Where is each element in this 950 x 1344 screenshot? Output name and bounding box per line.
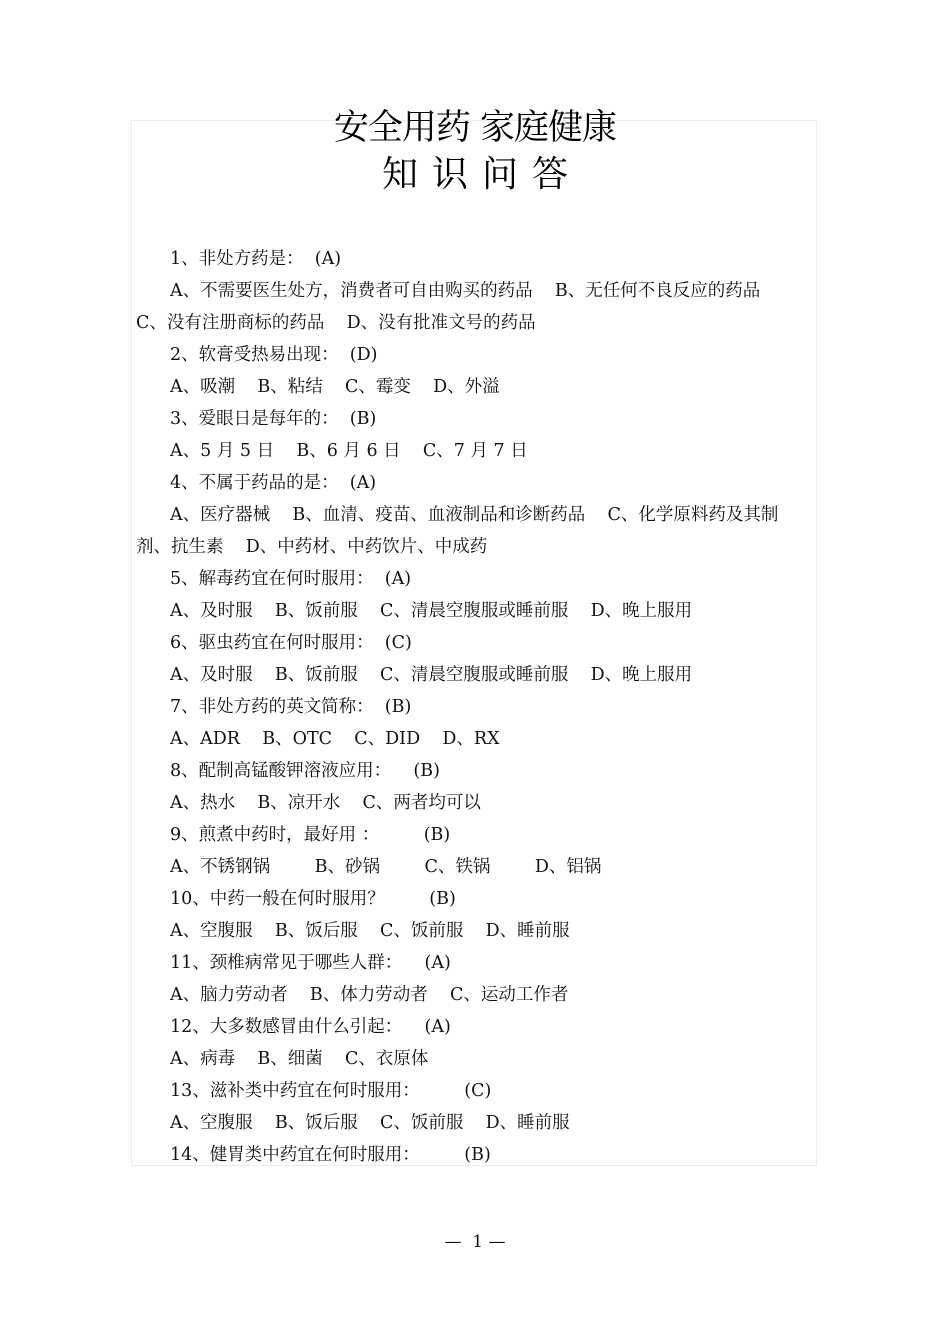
options-3: A、5 月 5 日 B、6 月 6 日 C、7 月 7 日 [170, 441, 528, 461]
document-subtitle: 知识问答 [381, 154, 582, 195]
options-13: A、空腹服 B、饭后服 C、饭前服 D、睡前服 [170, 1113, 570, 1133]
question-3: 3、爱眼日是每年的： (B) [170, 409, 377, 429]
options-9: A、不锈钢锅 B、砂锅 C、铁锅 D、铝锅 [170, 857, 602, 877]
options-7: A、ADR B、OTC C、DID D、RX [170, 729, 500, 749]
question-13: 13、滋补类中药宜在何时服用： (C) [170, 1081, 492, 1101]
question-10: 10、中药一般在何时服用？ (B) [170, 889, 456, 909]
options-11: A、脑力劳动者 B、体力劳动者 C、运动工作者 [170, 985, 569, 1005]
question-14: 14、健胃类中药宜在何时服用： (B) [170, 1145, 491, 1165]
options-2: A、吸潮 B、粘结 C、霉变 D、外溢 [170, 377, 500, 397]
options-8: A、热水 B、凉开水 C、两者均可以 [170, 793, 481, 813]
question-6: 6、驱虫药宜在何时服用： (C) [170, 633, 412, 653]
document-title: 安全用药 家庭健康 [333, 108, 617, 148]
question-1: 1、非处方药是： (A) [170, 249, 342, 269]
options-5: A、及时服 B、饭前服 C、清晨空腹服或睡前服 D、晚上服用 [170, 601, 693, 621]
quiz-content [136, 243, 816, 1171]
options-10: A、空腹服 B、饭后服 C、饭前服 D、睡前服 [170, 921, 570, 941]
page-number: — 1 — [444, 1232, 506, 1252]
question-12: 12、大多数感冒由什么引起： (A) [170, 1017, 451, 1037]
options-6: A、及时服 B、饭前服 C、清晨空腹服或睡前服 D、晚上服用 [170, 665, 693, 685]
question-9: 9、煎煮中药时，最好用 ： (B) [170, 825, 451, 845]
options-12: A、病毒 B、细菌 C、衣原体 [170, 1049, 429, 1069]
question-4: 4、不属于药品的是： (A) [170, 473, 377, 493]
options-4-line-1: A、医疗器械 B、血清、疫苗、血液制品和诊断药品 C、化学原料药及其制 [170, 505, 779, 525]
options-1-line-2: C、没有注册商标的药品 D、没有批准文号的药品 [136, 313, 536, 333]
question-7: 7、非处方药的英文简称： (B) [170, 697, 412, 717]
options-4-line-2: 剂、抗生素 D、中药材、中药饮片、中成药 [136, 537, 488, 557]
question-8: 8、配制高锰酸钾溶液应用： (B) [170, 761, 440, 781]
question-2: 2、软膏受热易出现： (D) [170, 345, 378, 365]
options-1-line-1: A、不需要医生处方，消费者可自由购买的药品 B、无任何不良反应的药品 [170, 281, 761, 301]
question-11: 11、颈椎病常见于哪些人群： (A) [170, 953, 451, 973]
question-5: 5、解毒药宜在何时服用： (A) [170, 569, 412, 589]
